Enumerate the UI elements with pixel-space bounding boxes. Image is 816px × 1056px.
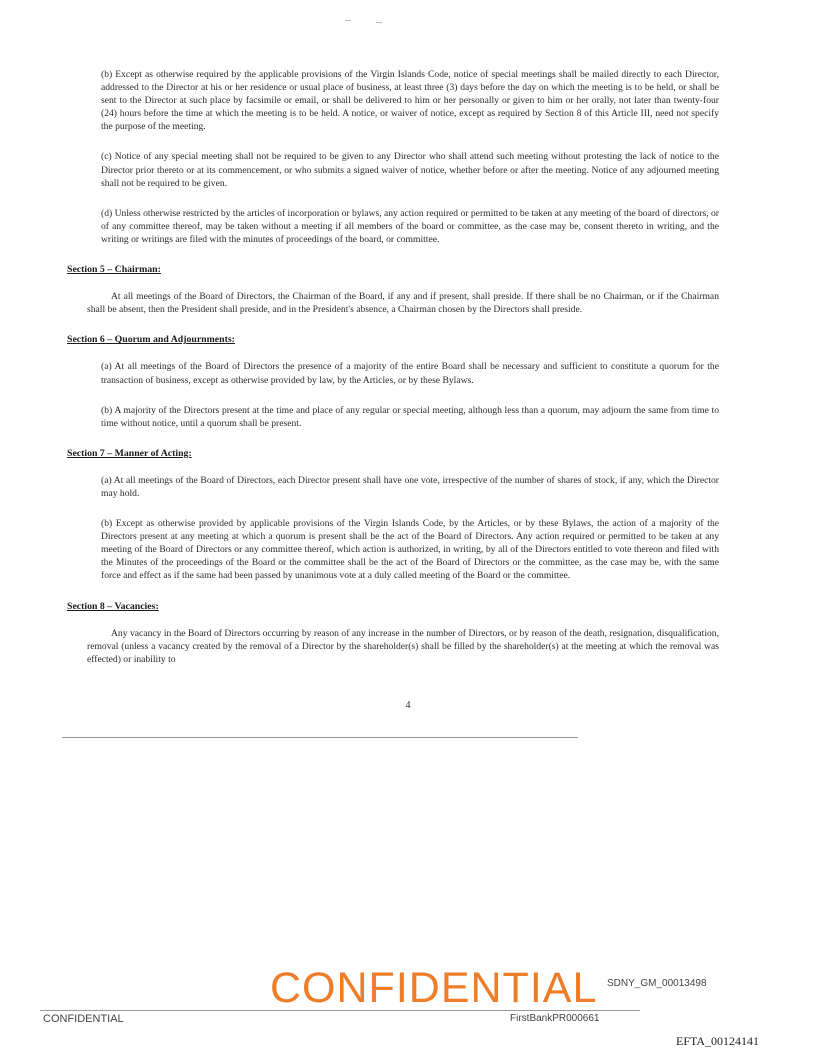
paragraph-4c: (c) Notice of any special meeting shall not be required to be given to any Director who shall attend such meeting without protesting the lack of notice to the Director prior thereto or at its commencement, or who submits a signed waiver of notice, whether before or after the meeting. Notice of any adjourned meeting shall not be required to be given. bbox=[101, 151, 719, 189]
paragraph-6b: (b) A majority of the Directors present at the time and place of any regular or special meeting, although less than a quorum, may adjourn the same from time to time without notice, until a quorum shall be present. bbox=[101, 404, 719, 429]
efta-number: EFTA_00124141 bbox=[676, 1034, 760, 1048]
paragraph-4d: (d) Unless otherwise restricted by the articles of incorporation or bylaws, any action required or permitted to be taken at any meeting of the board of directors, or of any committee thereof, may be taken without a meeting if all members of the board or committee, as the case may be, consent thereto in writing, and the writing or writings are filed with the minutes of proceedings of the board, or committee. bbox=[101, 207, 719, 245]
paragraph-4b: (b) Except as otherwise required by the applicable provisions of the Virgin Islands Code, notice of special meetings shall be mailed directly to each Director, addressed to the Director at his or her residence or usual place of business, at least three (3) days before the day on which the meeting is to be held, or shall be sent to the Director at such place by facsimile or email, or shall be delivered to him or her personally or given to him or her orally, not later than twenty-four (24) hours before the time at which the meeting is to be held. A notice, or waiver of notice, except as required by Section 8 of this Article III, need not specify the purpose of the meeting. bbox=[101, 69, 719, 133]
paragraph-5: At all meetings of the Board of Directors, the Chairman of the Board, if any and if present, shall preside. If there shall be no Chairman, or if the Chairman shall be absent, then the President shall preside, and in the President's absence, a Chairman chosen by the Directors shall preside. bbox=[87, 291, 719, 316]
confidential-label: CONFIDENTIAL bbox=[43, 1013, 124, 1025]
paragraph-7b: (b) Except as otherwise provided by applicable provisions of the Virgin Islands Code, by the Articles, or by these Bylaws, the action of a majority of the Directors present at any meeting at which a quorum is present shall be the act of the Board of Directors. Any action required or permitted to be taken at any meeting of the Board of Directors or any committee thereof, which action is authorized, in writing, by all of the Directors entitled to vote thereon and filed with the Minutes of the proceedings of the Board or the committee shall be the act of the Board of Directors or the committee, as the case may be, with the same force and effect as if the same had been passed by unanimous vote at a duly called meeting of the Board or the committee. bbox=[101, 518, 719, 582]
paragraph-7a: (a) At all meetings of the Board of Directors, each Director present shall have one vote, irrespective of the number of shares of stock, if any, which the Director may hold. bbox=[101, 474, 719, 499]
footer-rule bbox=[40, 1010, 640, 1011]
scan-speck bbox=[376, 22, 382, 23]
document-body bbox=[67, 68, 719, 683]
paragraph-6a: (a) At all meetings of the Board of Directors the presence of a majority of the entire Board shall be necessary and sufficient to constitute a quorum for the transaction of business, except as otherwise provided by law, by the Articles, or by these Bylaws. bbox=[101, 361, 719, 386]
section-6-heading: Section 6 – Quorum and Adjournments: bbox=[67, 334, 235, 346]
paragraph-8: Any vacancy in the Board of Directors occurring by reason of any increase in the number of Directors, or by reason of the death, resignation, disqualification, removal (unless a vacancy created by the removal of a Director by the shareholder(s) shall be filled by the shareholder(s) at the meeting at which the removal was effected) or inability to bbox=[87, 627, 719, 665]
section-7-heading: Section 7 – Manner of Acting: bbox=[67, 447, 192, 459]
section-8-heading: Section 8 – Vacancies: bbox=[67, 600, 159, 612]
section-5-heading: Section 5 – Chairman: bbox=[67, 264, 161, 276]
scan-speck bbox=[345, 20, 351, 21]
bates-number-sdny: SDNY_GM_00013498 bbox=[607, 978, 707, 989]
bates-number-firstbank: FirstBankPR000661 bbox=[510, 1013, 600, 1024]
page-number: 4 bbox=[405, 700, 411, 711]
confidential-stamp: CONFIDENTIAL bbox=[270, 964, 598, 1012]
divider-line bbox=[62, 737, 578, 738]
